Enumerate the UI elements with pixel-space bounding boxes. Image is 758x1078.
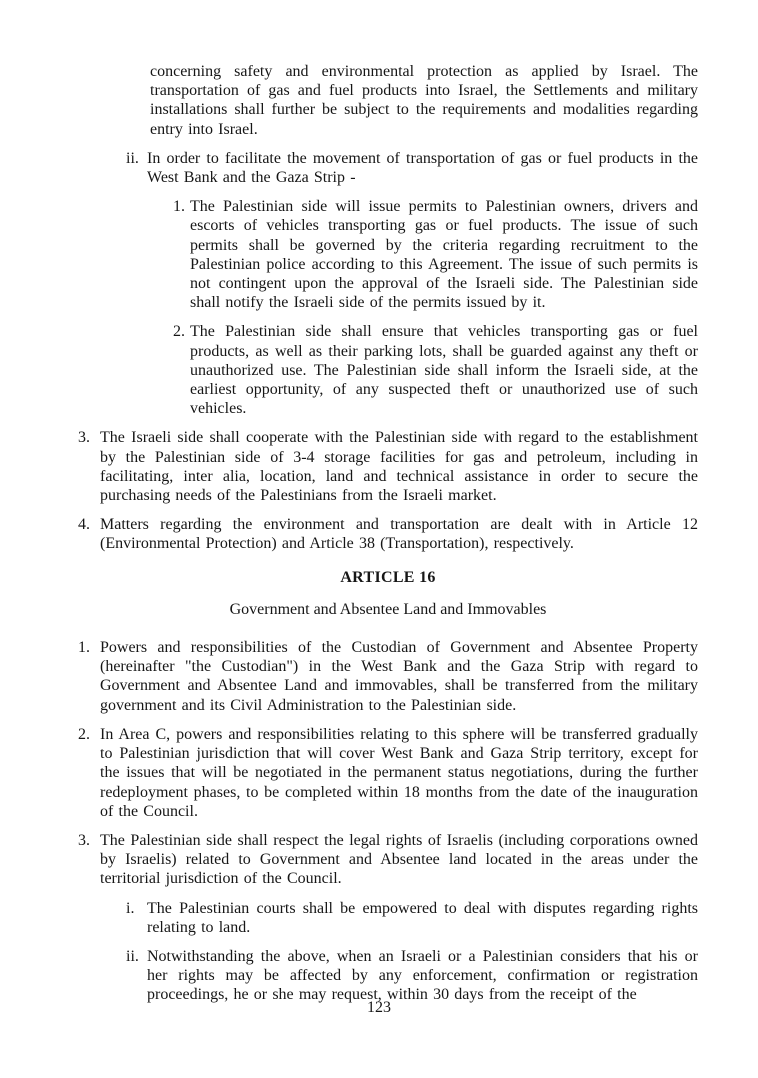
list-item-label: 1. [78,639,90,657]
list-item-text: The Palestinian courts shall be empowered to deal with disputes regarding rights relating to land. [147,899,698,936]
list-item-4 [78,515,698,553]
list-subitem-2 [173,322,698,418]
list-item-label: 2. [173,323,185,341]
list-item-label: 3. [78,429,90,447]
list-item-text: Powers and responsibilities of the Custodian of Government and Absentee Property (hereinafter "the Custodian") in the West Bank and the Gaza Strip with regard to Government and Absentee Land and immovables, shall be transferred from the military government and its Civil Administration to the Palestinian side. [100,639,698,714]
list-item-text: The Palestinian side shall respect the legal rights of Israelis (including corporations owned by Israelis) related to Government and Absentee land located in the areas under the territorial jurisdiction of the Council. [100,831,698,888]
continuation-paragraph [150,62,698,139]
list-item-label: ii. [126,149,139,167]
list-item-1 [78,638,698,715]
list-item-label: 1. [173,198,185,216]
list-item-text: Notwithstanding the above, when an Israeli or a Palestinian considers that his or her rights may be affected by any enforcement, confirmation or registration proceedings, he or she may request, within 30 days from the receipt of the [147,947,698,1004]
page-number: 123 [367,999,391,1016]
list-item-3 [78,428,698,505]
list-item-roman-i [126,899,698,937]
list-item-label: ii. [126,947,139,965]
list-item-text: In Area C, powers and responsibilities relating to this sphere will be transferred gradually to Palestinian jurisdiction that will cover West Bank and Gaza Strip territory, except for the issues that will be negotiated in the permanent status negotiations, during the further redeployment phases, to be completed within 18 months from the date of the inauguration of the Council. [100,725,698,820]
list-item-text: The Palestinian side shall ensure that vehicles transporting gas or fuel products, as well as their parking lots, shall be guarded against any theft or unauthorized use. The Palestinian side shall inform the Israeli side, at the earliest opportunity, of any suspected theft or unauthorized use of such vehicles. [190,323,698,418]
paragraph-text: concerning safety and environmental protection as applied by Israel. The transportation of gas and fuel products into Israel, the Settlements and military installations shall further be subject to the requirements and modalities regarding entry into Israel. [150,63,698,138]
list-item-label: 4. [78,516,90,534]
article-subheading: Government and Absentee Land and Immovables [229,600,547,618]
list-item-label: i. [126,899,135,917]
list-item-text: In order to facilitate the movement of transportation of gas or fuel products in the West Bank and the Gaza Strip - [147,149,698,187]
list-item-label: 2. [78,725,90,743]
list-subitem-1 [173,197,698,312]
list-item-roman-ii-b [126,947,698,1005]
list-item-label: 3. [78,831,90,849]
list-item-roman-ii [126,149,698,187]
list-item-text: The Palestinian side will issue permits to Palestinian owners, drivers and escorts of vehicles transporting gas or fuel products. The issue of such permits shall be governed by the criteria regarding recruitment to the Palestinian police according to this Agreement. The issue of such permits is not contingent upon the approval of the Israeli side. The Palestinian side shall notify the Israeli side of the permits issued by it. [190,198,698,312]
list-item-3b [78,831,698,889]
list-item-text: The Israeli side shall cooperate with the Palestinian side with regard to the establishment by the Palestinian side of 3-4 storage facilities for gas and petroleum, including in facilitating, inter alia, location, land and technical assistance in order to secure the purchasing needs of the Palestinians from the Israeli market. [100,429,698,505]
list-item-text: Matters regarding the environment and transportation are dealt with in Article 12 (Environmental Protection) and Article 38 (Transportation), respectively. [100,516,698,553]
article-heading: ARTICLE 16 [340,568,436,586]
list-item-2 [78,725,698,821]
